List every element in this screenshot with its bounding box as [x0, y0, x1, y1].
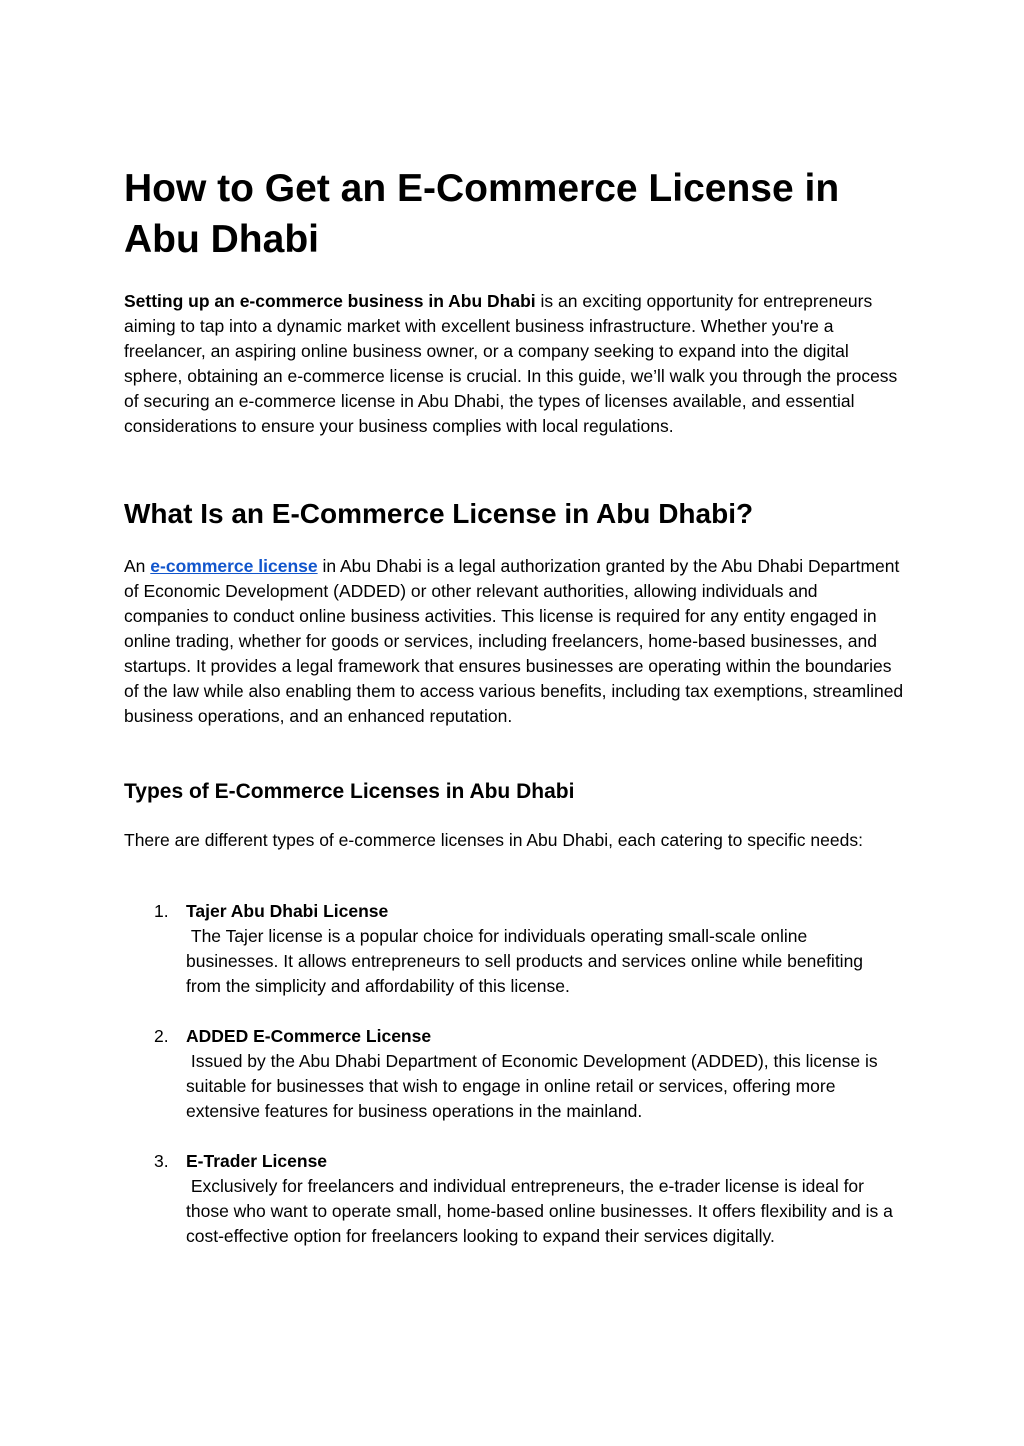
- section-heading-types: Types of E-Commerce Licenses in Abu Dhabi: [124, 780, 575, 803]
- section-heading-what-is: What Is an E-Commerce License in Abu Dhabi?: [124, 498, 754, 529]
- list-item: [124, 1149, 904, 1274]
- list-item-body: [186, 1024, 902, 1124]
- e-commerce-license-link[interactable]: e-commerce license: [150, 556, 318, 576]
- section-what-is-prefix: An: [124, 556, 151, 576]
- list-item: [124, 1024, 904, 1124]
- intro-bold-lead: Setting up an e-commerce business in Abu Dhabi: [124, 291, 536, 311]
- document-title: How to Get an E-Commerce License in Abu Dhabi: [124, 167, 840, 261]
- section-what-is-paragraph: [124, 554, 904, 729]
- types-intro-paragraph: There are different types of e-commerce licenses in Abu Dhabi, each catering to specific needs:: [124, 830, 863, 850]
- list-item-number: 1.: [154, 901, 169, 921]
- list-item-description: Issued by the Abu Dhabi Department of Economic Development (ADDED), this license is suitable for businesses that wish to engage in online retail or services, offering more extensive features for business operations in the mainland.: [186, 1051, 883, 1121]
- list-item-body: [186, 899, 902, 999]
- intro-text: is an exciting opportunity for entrepreneurs aiming to tap into a dynamic market with excellent business infrastructure. Whether you're a freelancer, an aspiring online business owner, or a company seeking to expand into the digital sphere, obtaining an e-commerce license is crucial. In this guide, we’ll walk you through the process of securing an e-commerce license in Abu Dhabi, the types of licenses available, and essential considerations to ensure your business complies with local regulations.: [124, 291, 898, 436]
- list-item: [124, 899, 904, 999]
- list-item-number: 3.: [154, 1151, 169, 1171]
- list-item-body: [186, 1149, 902, 1249]
- list-item-number: 2.: [154, 1026, 169, 1046]
- list-item-description: The Tajer license is a popular choice for individuals operating small-scale online businesses. It allows entrepreneurs to sell products and services online while benefiting from the simplicity and affordability of this license.: [186, 926, 868, 996]
- intro-paragraph: [124, 289, 904, 439]
- section-what-is-text: in Abu Dhabi is a legal authorization granted by the Abu Dhabi Department of Economic Development (ADDED) or other relevant authorities, allowing individuals and companies to conduct online business activities. This license is required for any entity engaged in online trading, whether for goods or services, including freelancers, home-based businesses, and startups. It provides a legal framework that ensures businesses are operating within the boundaries of the law while also enabling them to access various benefits, including tax exemptions, streamlined business operations, and an enhanced reputation.: [124, 556, 904, 726]
- list-item-description: Exclusively for freelancers and individual entrepreneurs, the e-trader license is ideal for those who want to operate small, home-based online businesses. It offers flexibility and is a cost-effective option for freelancers looking to expand their services digitally.: [186, 1176, 898, 1246]
- list-item-title: ADDED E-Commerce License: [186, 1026, 432, 1046]
- list-item-title: Tajer Abu Dhabi License: [186, 901, 389, 921]
- list-item-title: E-Trader License: [186, 1151, 328, 1171]
